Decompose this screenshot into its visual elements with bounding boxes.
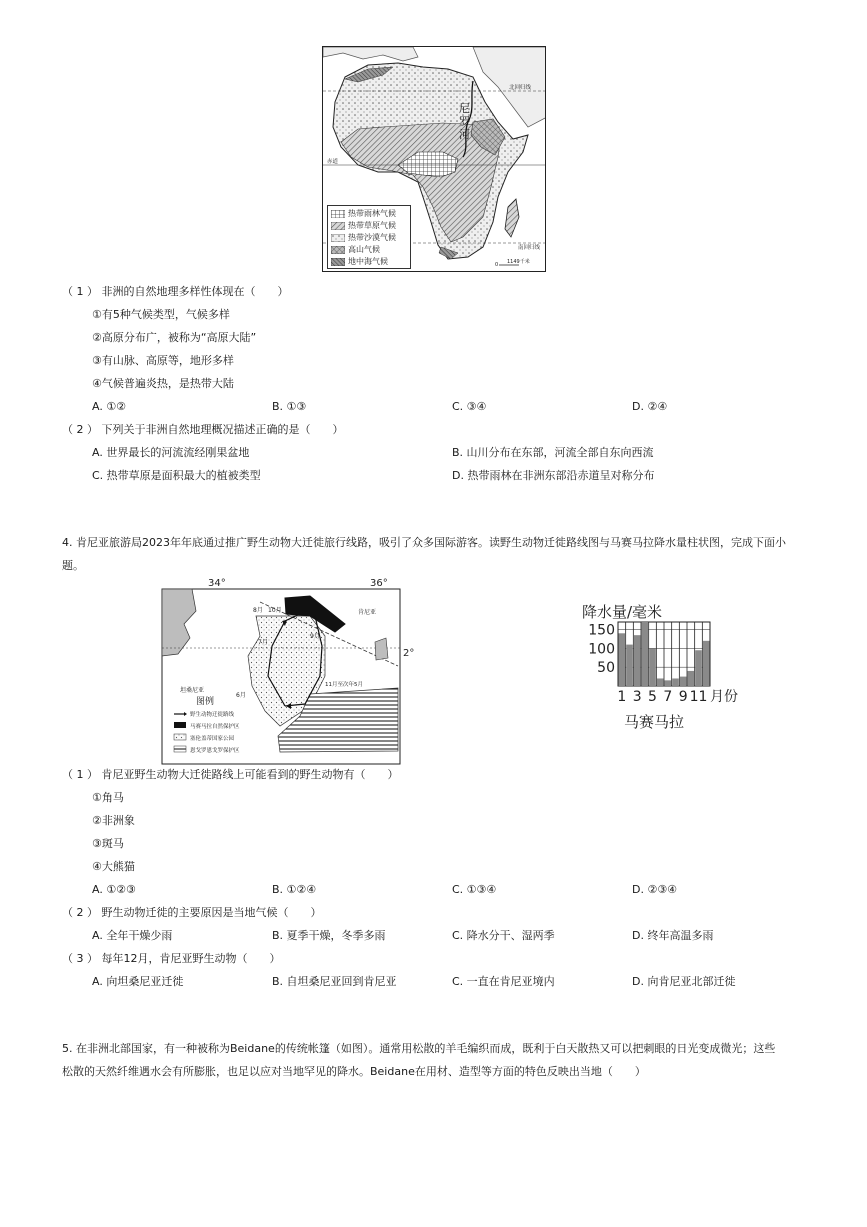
q5-line-1: 5. 在非洲北部国家，有一种被称为Beidane的传统帐篷（如图）。通常用松散的羊毛编织而成，既利于白天散热又可以把刺眼的日光变成微光；这些: [62, 1042, 776, 1055]
q4-sub3-option-b[interactable]: B. 自坦桑尼亚回到肯尼亚: [272, 975, 397, 988]
q4-sub1-item-2: ②非洲象: [92, 814, 135, 827]
legend-label-desert: 热带沙漠气候: [348, 233, 396, 242]
chart-bar-12: [703, 641, 710, 686]
month-label-8: 8月: [253, 607, 263, 614]
q4-sub2-option-a[interactable]: A. 全年干燥少雨: [92, 929, 173, 942]
river-label-3: 河: [459, 128, 470, 141]
africa-map-legend: [327, 205, 411, 269]
q4-sub2-option-d[interactable]: D. 终年高温多雨: [632, 929, 714, 942]
q3-sub2-option-c[interactable]: C. 热带草原是面积最大的植被类型: [92, 469, 261, 482]
chart-x-ticks: [617, 689, 738, 705]
chart-bar-7: [665, 680, 672, 686]
europe-landmass: [323, 47, 418, 61]
legend-row-desert: [331, 232, 407, 244]
chart-xtick-9: 9: [678, 689, 688, 705]
q4-sub1-option-b[interactable]: B. ①②④: [272, 883, 317, 896]
chart-ytick-100: 100: [588, 641, 615, 658]
chart-y-ticks: [588, 623, 615, 677]
legend-row-savanna: [331, 220, 407, 232]
q4-sub1-option-a[interactable]: A. ①②③: [92, 883, 136, 896]
q3-sub1-stem: （ 1 ） 非洲的自然地理多样性体现在（ ）: [62, 285, 289, 298]
chart-xtick-11: 11: [689, 689, 708, 705]
chart-xtick-3: 3: [632, 689, 642, 705]
q4-sub3-option-c[interactable]: C. 一直在肯尼亚境内: [452, 975, 555, 988]
legend-swatch-rainforest: [331, 210, 345, 218]
river-label-1: 尼: [459, 102, 470, 115]
month-label-9: 9月: [310, 633, 320, 640]
q3-sub1-item-4: ④气候普遍炎热，是热带大陆: [92, 377, 234, 390]
legend-swatch-masai: [174, 722, 186, 728]
legend-label-route: 野生动物迁徙路线: [190, 712, 235, 718]
chart-bar-2: [626, 645, 633, 686]
q4-sub2-stem: （ 2 ） 野生动物迁徙的主要原因是当地气候（ ）: [62, 906, 322, 919]
chart-xtick-7: 7: [663, 689, 673, 705]
chart-xtick-1: 1: [617, 689, 627, 705]
q5-line-2: 松散的天然纤维遇水会有所膨胀，也足以应对当地罕见的降水。Beidane在用材、造型等方面的特色反映出当地（ ）: [62, 1065, 646, 1078]
q3-sub1-item-3: ③有山脉、高原等，地形多样: [92, 354, 234, 367]
tropic-north-label: 北回归线: [509, 85, 532, 91]
tanzania-label: 坦桑尼亚: [180, 687, 205, 694]
q4-sub1-option-c[interactable]: C. ①③④: [452, 883, 497, 896]
migration-map-drawing: [160, 576, 422, 766]
q4-sub1-item-4: ④大熊猫: [92, 860, 135, 873]
q3-sub1-option-b[interactable]: B. ①③: [272, 400, 307, 413]
lat-label: 2°: [403, 648, 415, 659]
legend-swatch-savanna: [331, 222, 345, 230]
q4-sub1-item-3: ③斑马: [92, 837, 124, 850]
legend-row-highland: [331, 244, 407, 256]
precipitation-chart: [580, 600, 750, 735]
q3-sub1-item-1: ①有5种气候类型，气候多样: [92, 308, 230, 321]
legend-swatch-mediterranean: [331, 258, 345, 266]
q4-sub3-stem: （ 3 ） 每年12月，肯尼亚野生动物（ ）: [62, 952, 281, 965]
chart-bar-3: [634, 635, 641, 686]
q3-sub2-option-a[interactable]: A. 世界最长的河流流经刚果盆地: [92, 446, 250, 459]
chart-bar-5: [649, 648, 656, 686]
q3-sub2-option-b[interactable]: B. 山川分布在东部，河流全部自东向西流: [452, 446, 654, 459]
chart-bar-8: [672, 678, 679, 686]
tropic-south-label: 南回归线: [518, 245, 541, 251]
scale-zero: 0: [495, 262, 499, 268]
legend-label-savanna: 热带草原气候: [348, 221, 396, 230]
q4-sub1-option-d[interactable]: D. ②③④: [632, 883, 678, 896]
q4-sub3-option-a[interactable]: A. 向坦桑尼亚迁徙: [92, 975, 184, 988]
legend-title: 图例: [196, 697, 215, 707]
q3-sub2-stem: （ 2 ） 下列关于非洲自然地理概况描述正确的是（ ）: [62, 423, 344, 436]
precipitation-chart-svg: [580, 600, 750, 735]
africa-climate-map: [322, 46, 546, 272]
legend-label-rainforest: 热带雨林气候: [348, 209, 396, 218]
chart-title: 降水量/毫米: [582, 603, 663, 621]
q3-sub1-option-c[interactable]: C. ③④: [452, 400, 487, 413]
legend-row-rainforest: [331, 208, 407, 220]
chart-bar-10: [688, 671, 695, 686]
month-label-11: 11月至次年5月: [325, 682, 363, 688]
month-label-7: 7月: [258, 639, 268, 646]
month-label-6: 6月: [236, 692, 246, 699]
lon-right-label: 36°: [370, 578, 388, 589]
chart-ytick-50: 50: [597, 660, 615, 677]
east-landmass: [375, 638, 388, 660]
chart-bar-11: [695, 650, 702, 686]
q4-sub1-item-1: ①角马: [92, 791, 124, 804]
kenya-label: 肯尼亚: [358, 609, 377, 616]
q4-intro-line-2: 题。: [62, 559, 84, 572]
equator-label: 赤道: [327, 159, 339, 165]
legend-label-mediterranean: 地中海气候: [348, 257, 388, 266]
madagascar: [505, 199, 519, 237]
legend-swatch-desert: [331, 234, 345, 242]
chart-bar-6: [657, 678, 664, 686]
legend-label-highland: 高山气候: [348, 245, 380, 254]
river-label-2: 罗: [459, 115, 470, 128]
legend-swatch-ngorongoro: [174, 746, 186, 752]
legend-swatch-serengeti: [174, 734, 186, 740]
q3-sub2-option-d[interactable]: D. 热带雨林在非洲东部沿赤道呈对称分布: [452, 469, 655, 482]
chart-bar-1: [619, 633, 626, 686]
legend-label-serengeti: 塞伦盖蒂国家公园: [190, 736, 235, 742]
chart-bar-9: [680, 677, 687, 686]
chart-caption: 马赛马拉: [624, 713, 685, 731]
month-label-10: 10月: [268, 607, 282, 614]
chart-xlabel: 月份: [710, 689, 738, 705]
q4-sub3-option-d[interactable]: D. 向肯尼亚北部迁徙: [632, 975, 736, 988]
chart-ytick-150: 150: [588, 622, 615, 639]
migration-map: [160, 576, 422, 766]
q4-sub1-stem: （ 1 ） 肯尼亚野生动物大迁徙路线上可能看到的野生动物有（ ）: [62, 768, 399, 781]
q4-sub2-option-b[interactable]: B. 夏季干燥，冬季多雨: [272, 929, 386, 942]
lon-left-label: 34°: [208, 578, 226, 589]
legend-row-mediterranean: [331, 256, 407, 268]
legend-swatch-highland: [331, 246, 345, 254]
q4-intro-line-1: 4. 肯尼亚旅游局2023年年底通过推广野生动物大迁徙旅行线路，吸引了众多国际游客。读野生动物迁徙路线图与马赛马拉降水量柱状图，完成下面小: [62, 536, 786, 549]
legend-label-ngorongoro: 恩戈罗恩戈罗保护区: [190, 748, 240, 754]
legend-label-masai: 马赛马拉自然保护区: [190, 724, 240, 730]
q3-sub1-option-d[interactable]: D. ②④: [632, 400, 668, 413]
q3-sub1-item-2: ②高原分布广，被称为“高原大陆”: [92, 331, 257, 344]
scale-label: 1149千米: [507, 259, 530, 265]
chart-xtick-5: 5: [648, 689, 657, 705]
q3-sub1-option-a[interactable]: A. ①②: [92, 400, 127, 413]
q4-sub2-option-c[interactable]: C. 降水分干、湿两季: [452, 929, 555, 942]
chart-bar-4: [642, 622, 649, 686]
